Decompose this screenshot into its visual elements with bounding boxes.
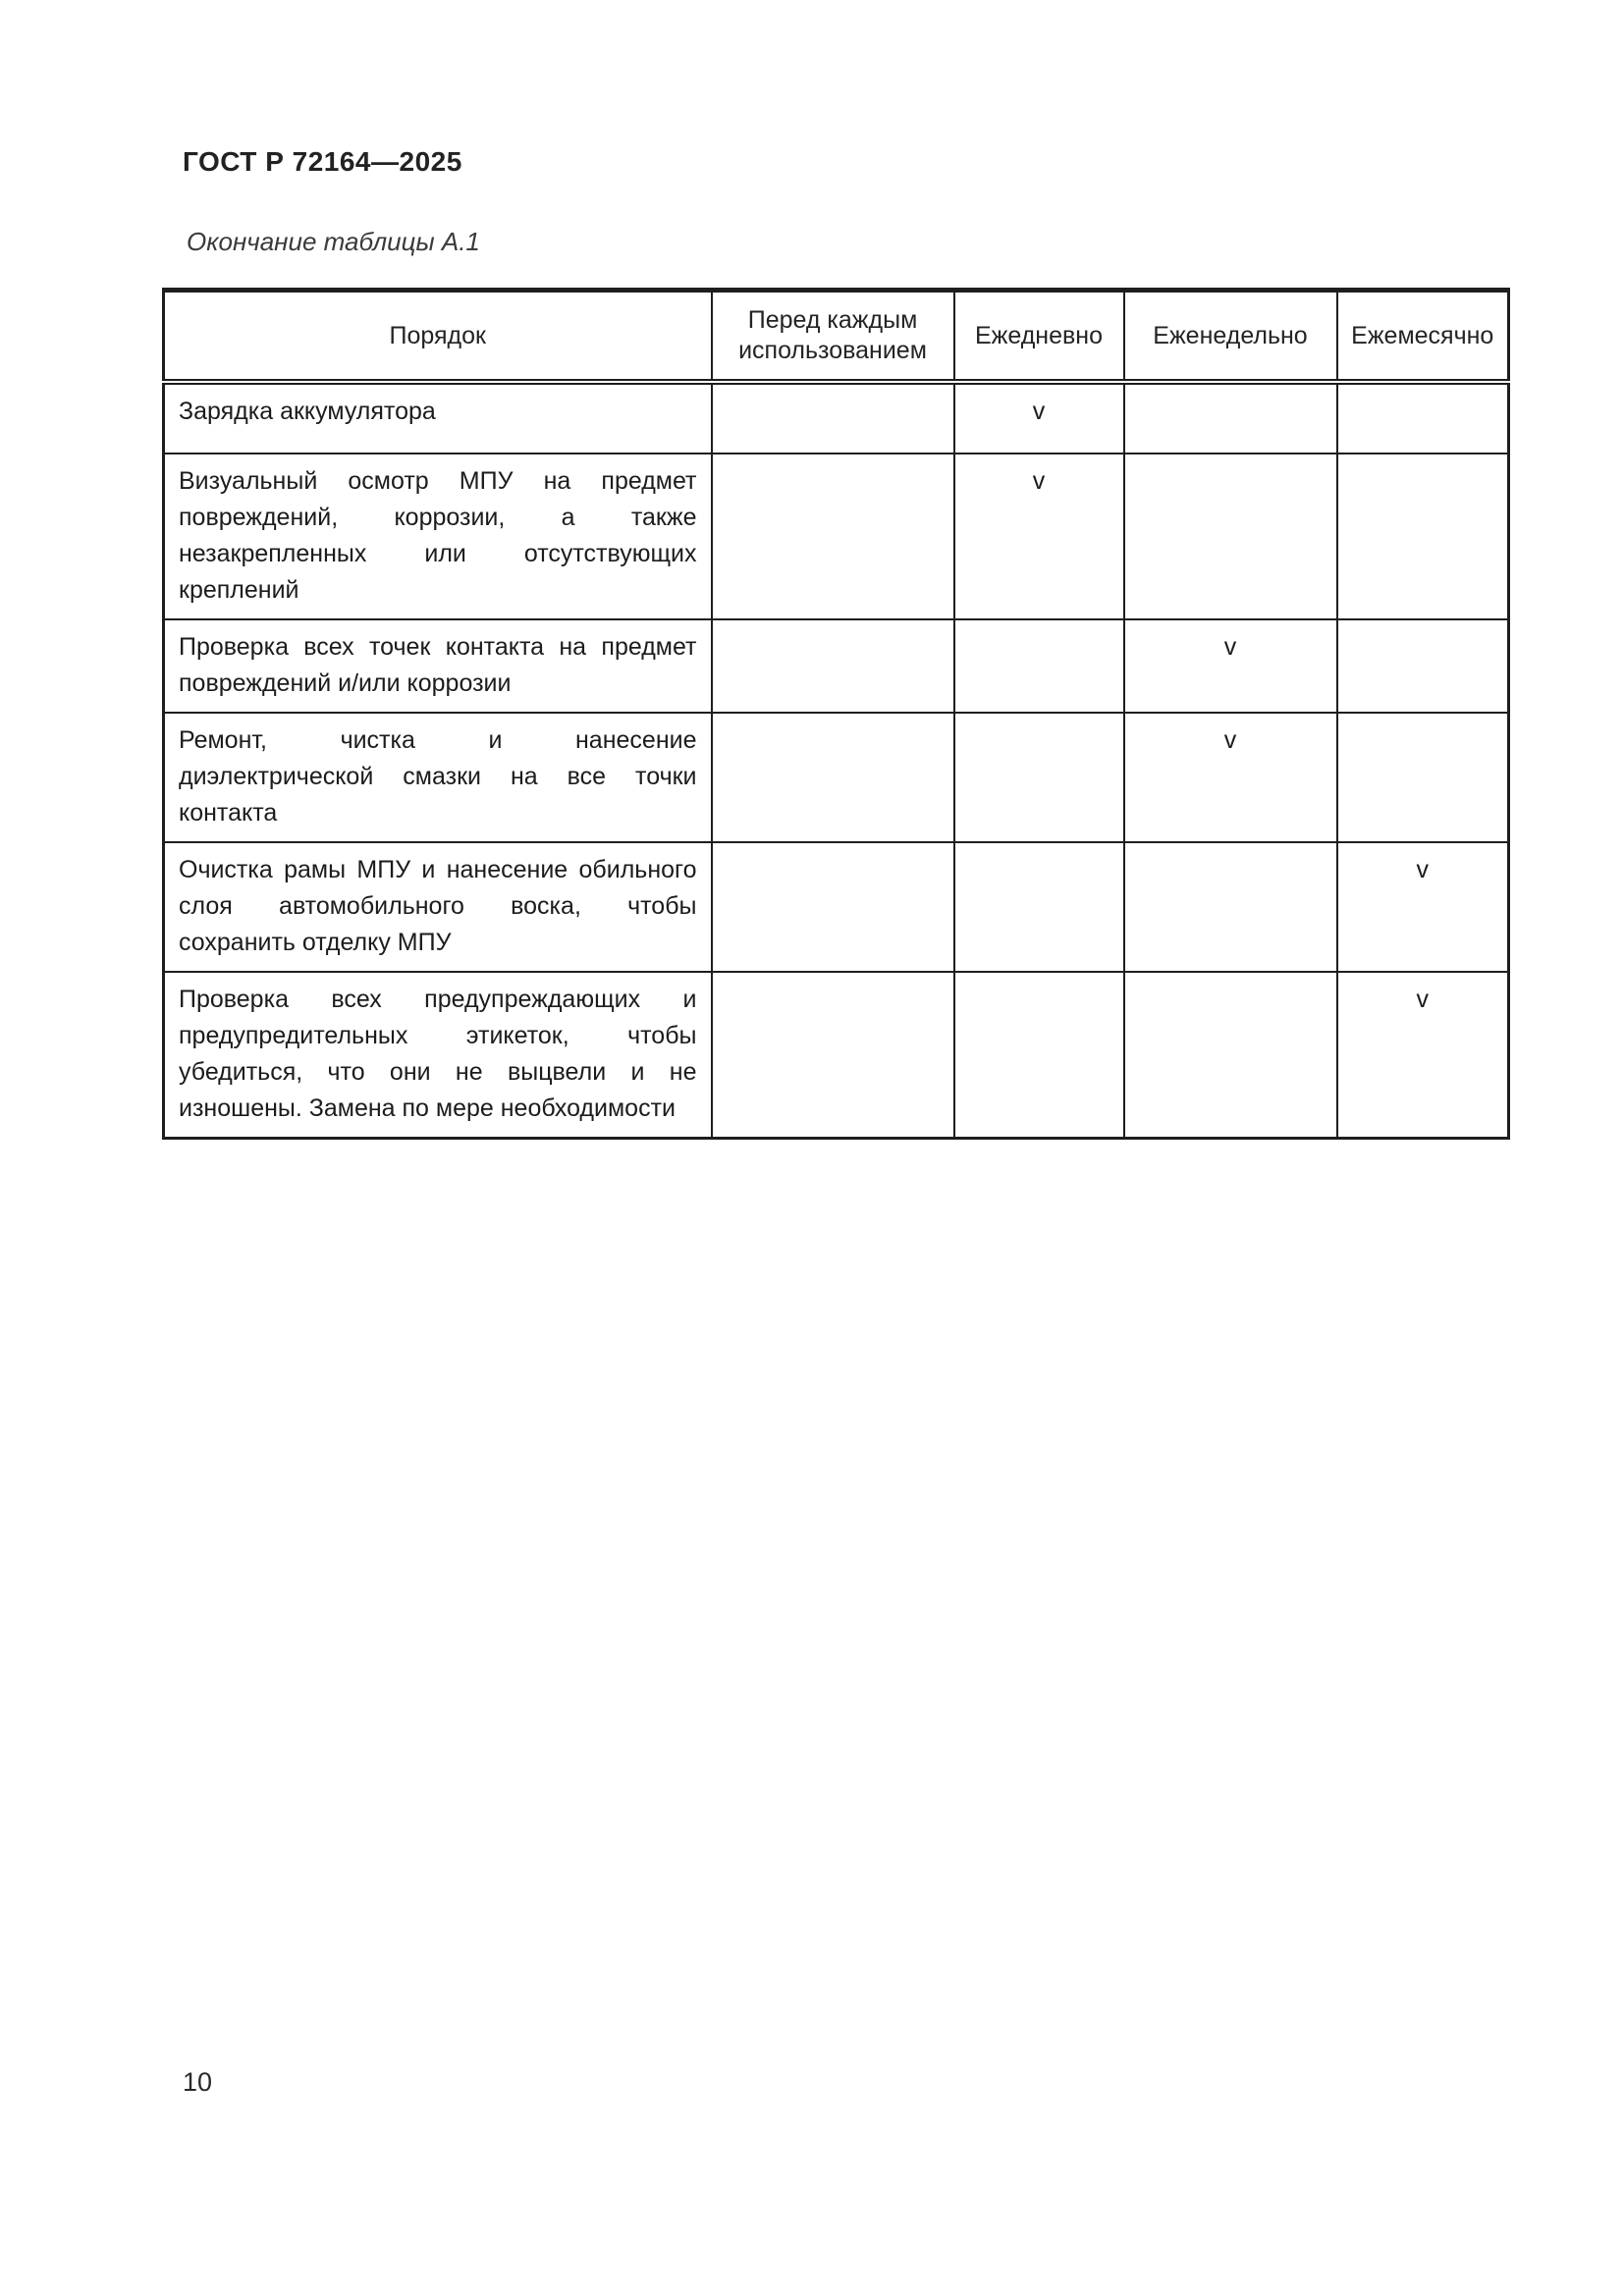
check-cell-weekly bbox=[1124, 454, 1337, 619]
table-row bbox=[164, 619, 1509, 713]
table-row bbox=[164, 382, 1509, 454]
check-cell-monthly: v bbox=[1337, 842, 1509, 972]
table-row bbox=[164, 842, 1509, 972]
check-cell-before-each-use bbox=[712, 842, 954, 972]
check-cell-daily bbox=[954, 619, 1124, 713]
procedure-cell: Зарядка аккумулятора bbox=[164, 382, 712, 454]
check-cell-daily: v bbox=[954, 382, 1124, 454]
check-cell-weekly bbox=[1124, 972, 1337, 1139]
col-header-procedure: Порядок bbox=[164, 291, 712, 383]
table-row bbox=[164, 972, 1509, 1139]
check-cell-weekly bbox=[1124, 382, 1337, 454]
check-cell-before-each-use bbox=[712, 972, 954, 1139]
table-row bbox=[164, 454, 1509, 619]
check-cell-daily bbox=[954, 842, 1124, 972]
procedure-cell: Визуальный осмотр МПУ на предмет повреждений, коррозии, а также незакрепленных или отсутствующих креплений bbox=[164, 454, 712, 619]
check-cell-monthly bbox=[1337, 382, 1509, 454]
table-header-row bbox=[164, 291, 1509, 383]
check-cell-daily bbox=[954, 713, 1124, 842]
procedure-cell: Проверка всех предупреждающих и предупредительных этикеток, чтобы убедиться, что они не выцвели и не изношены. Замена по мере необходимости bbox=[164, 972, 712, 1139]
check-cell-monthly bbox=[1337, 619, 1509, 713]
col-header-before-each-use: Перед каждым использованием bbox=[712, 291, 954, 383]
procedure-cell: Проверка всех точек контакта на предмет повреждений и/или коррозии bbox=[164, 619, 712, 713]
table-row bbox=[164, 713, 1509, 842]
table-caption: Окончание таблицы А.1 bbox=[187, 227, 480, 256]
check-cell-before-each-use bbox=[712, 382, 954, 454]
col-header-weekly: Еженедельно bbox=[1124, 291, 1337, 383]
procedure-cell: Ремонт, чистка и нанесение диэлектрической смазки на все точки контакта bbox=[164, 713, 712, 842]
check-cell-daily: v bbox=[954, 454, 1124, 619]
maintenance-schedule-table bbox=[162, 288, 1510, 1140]
check-cell-monthly: v bbox=[1337, 972, 1509, 1139]
check-cell-monthly bbox=[1337, 713, 1509, 842]
check-cell-before-each-use bbox=[712, 713, 954, 842]
doc-code-header: ГОСТ Р 72164—2025 bbox=[183, 146, 462, 177]
check-cell-weekly bbox=[1124, 842, 1337, 972]
check-cell-before-each-use bbox=[712, 619, 954, 713]
col-header-monthly: Ежемесячно bbox=[1337, 291, 1509, 383]
check-cell-before-each-use bbox=[712, 454, 954, 619]
procedure-cell: Очистка рамы МПУ и нанесение обильного слоя автомобильного воска, чтобы сохранить отделку МПУ bbox=[164, 842, 712, 972]
page-number: 10 bbox=[183, 2067, 213, 2097]
check-cell-weekly: v bbox=[1124, 619, 1337, 713]
check-cell-daily bbox=[954, 972, 1124, 1139]
check-cell-monthly bbox=[1337, 454, 1509, 619]
col-header-daily: Ежедневно bbox=[954, 291, 1124, 383]
check-cell-weekly: v bbox=[1124, 713, 1337, 842]
